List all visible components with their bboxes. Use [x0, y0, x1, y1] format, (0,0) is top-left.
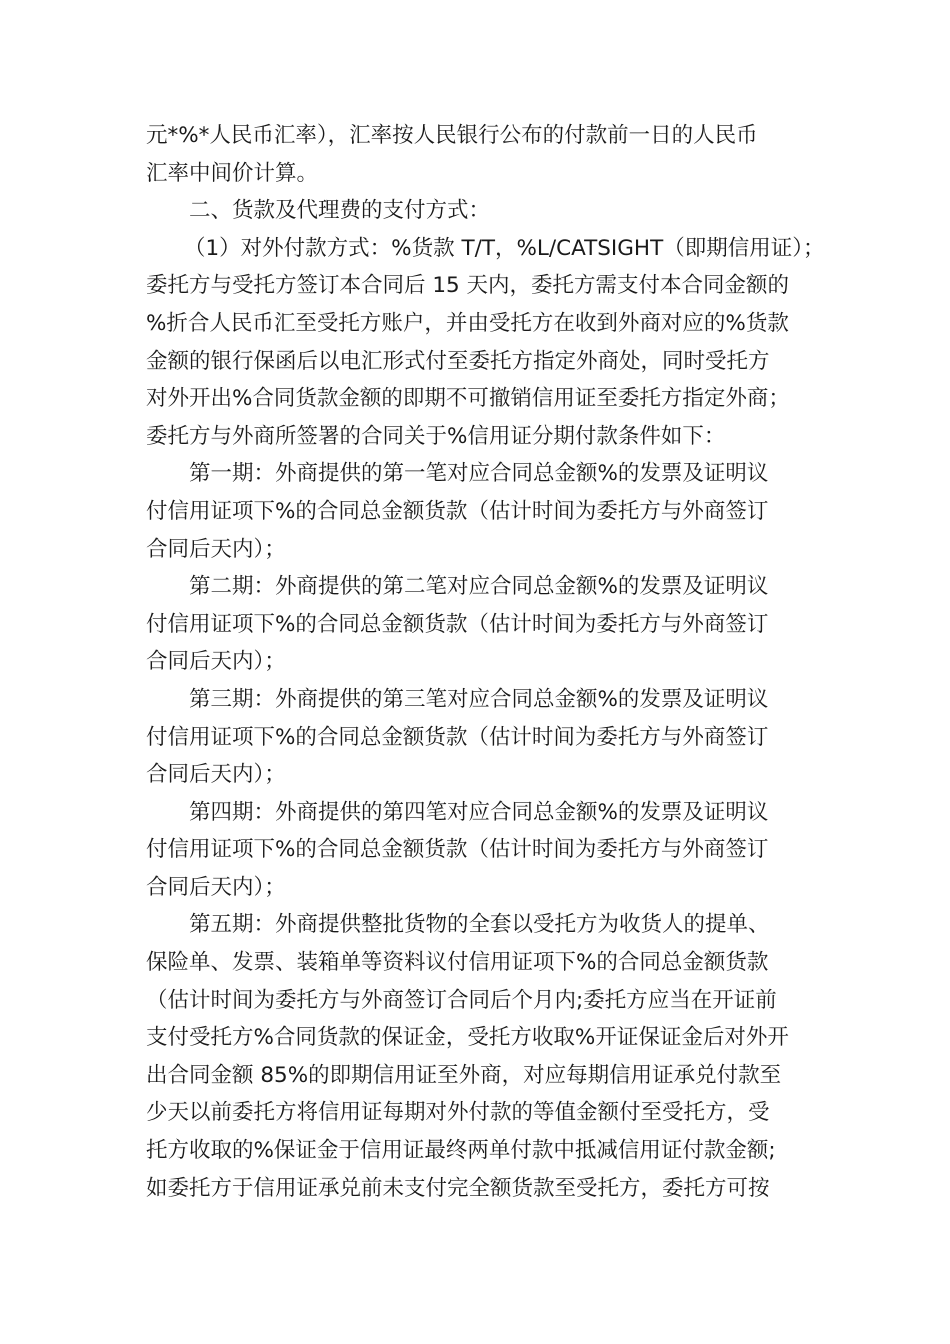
text-line: 第一期：外商提供的第一笔对应合同总金额%的发票及证明议 [189, 461, 769, 487]
section-heading: 二、货款及代理费的支付方式： [189, 198, 491, 224]
text-line: 元*%*人民币汇率），汇率按人民银行公布的付款前一日的人民币 [146, 123, 758, 148]
text-line: 委托方与外商所签署的合同关于%信用证分期付款条件如下： [146, 423, 726, 449]
text-line: 付信用证项下%的合同总金额货款（估计时间为委托方与外商签订 [146, 837, 769, 863]
text-line: 付信用证项下%的合同总金额货款（估计时间为委托方与外商签订 [146, 498, 769, 524]
text-line: 委托方与受托方签订本合同后 15 天内，委托方需支付本合同金额的 [146, 273, 790, 299]
text-line: 对外开出%合同货款金额的即期不可撤销信用证至委托方指定外商； [146, 386, 790, 412]
text-line: 金额的银行保函后以电汇形式付至委托方指定外商处，同时受托方 [146, 348, 770, 374]
text-line: 第五期：外商提供整批货物的全套以受托方为收货人的提单、 [189, 912, 770, 938]
text-line: 出合同金额 85%的即期信用证至外商，对应每期信用证承兑付款至 [146, 1062, 782, 1088]
text-line: 少天以前委托方将信用证每期对外付款的等值金额付至受托方，受 [146, 1100, 770, 1126]
text-line: 合同后天内）； [146, 536, 286, 562]
text-line: 付信用证项下%的合同总金额货款（估计时间为委托方与外商签订 [146, 724, 769, 750]
text-line: 托方收取的%保证金于信用证最终两单付款中抵减信用证付款金额; [146, 1138, 776, 1164]
text-line: 合同后天内）； [146, 874, 286, 900]
text-line: 第二期：外商提供的第二笔对应合同总金额%的发票及证明议 [189, 574, 769, 600]
text-line: 保险单、发票、装箱单等资料议付信用证项下%的合同总金额货款 [146, 950, 769, 976]
text-line: 第三期：外商提供的第三笔对应合同总金额%的发票及证明议 [189, 686, 769, 712]
text-line: 汇率中间价计算。 [146, 160, 319, 186]
text-line: （1）对外付款方式：%货款 T/T，%L/CATSIGHT（即期信用证）； [184, 235, 825, 261]
text-line: 合同后天内）； [146, 649, 286, 675]
text-line: %折合人民币汇至受托方账户，并由受托方在收到外商对应的%货款 [146, 310, 789, 336]
text-line: （估计时间为委托方与外商签订合同后个月内;委托方应当在开证前 [146, 987, 777, 1013]
text-line: 合同后天内）； [146, 762, 286, 788]
text-line: 第四期：外商提供的第四笔对应合同总金额%的发票及证明议 [189, 799, 769, 825]
document-body [146, 117, 825, 1207]
text-line: 如委托方于信用证承兑前未支付完全额货款至受托方，委托方可按 [146, 1175, 770, 1201]
text-line: 支付受托方%合同货款的保证金，受托方收取%开证保证金后对外开 [146, 1025, 789, 1051]
text-line: 付信用证项下%的合同总金额货款（估计时间为委托方与外商签订 [146, 611, 769, 637]
